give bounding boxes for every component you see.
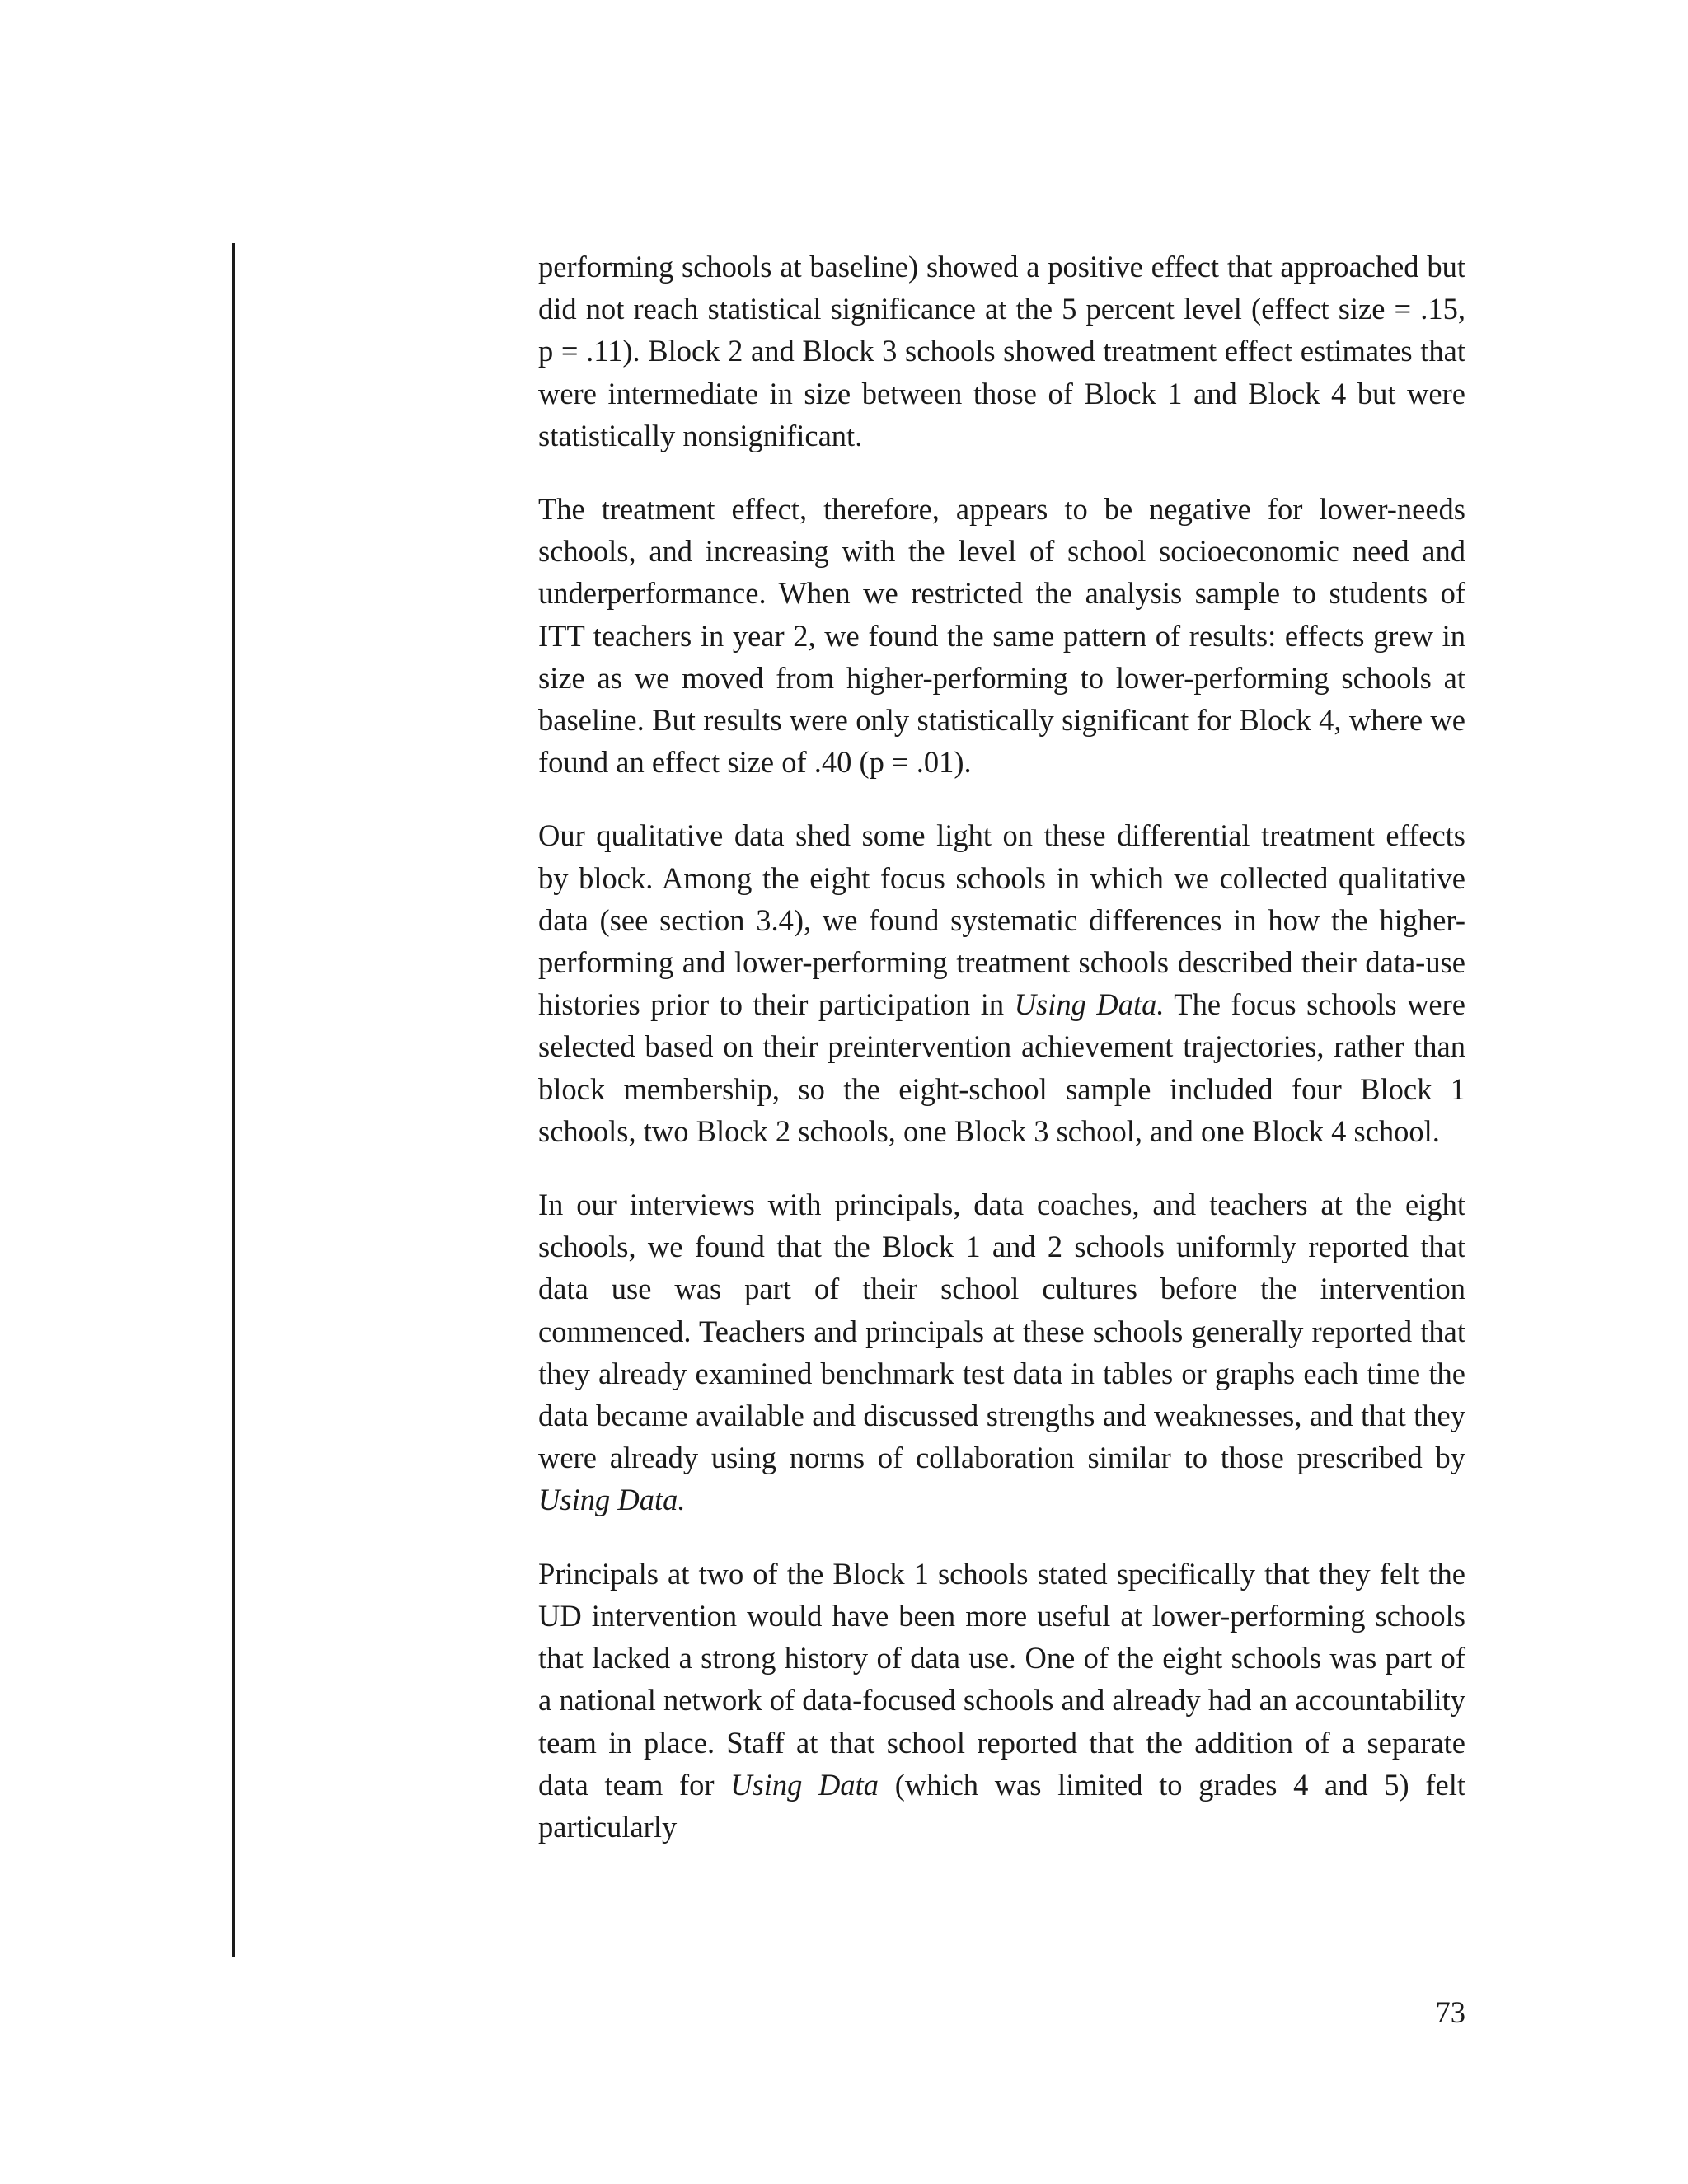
margin-rule (232, 243, 235, 1957)
paragraph-3 (538, 814, 1465, 1152)
paragraph-5-text-a: Principals at two of the Block 1 schools stated specifically that they felt the UD intervention would have been more useful at lower-performing schools that lacked a strong history of data use. One of the eight schools was part of a national network of data-focused schools and already had an accountability team in place. Staff at that school reported that the addition of a separate data team for (538, 1556, 1465, 1802)
paragraph-5-text-b: (which was limited to grades 4 and 5) felt particularly (538, 1767, 1465, 1844)
paragraph-3-text-a: Our qualitative data shed some light on these differential treatment effects by block. Among the eight focus schools in which we collected qualitative data (see section 3.4), we found systematic differences in how the higher-performing and lower-performing treatment schools described their data-use histories prior to their participation in (538, 818, 1465, 1022)
paragraph-5 (538, 1553, 1465, 1848)
paragraph-4-text-a: In our interviews with principals, data coaches, and teachers at the eight schools, we found that the Block 1 and 2 schools uniformly reported that data use was part of their school cultures before the intervention commenced. Teachers and principals at these schools generally reported that they already examined benchmark test data in tables or graphs each time the data became available and discussed strengths and weaknesses, and that they were already using norms of collaboration similar to those prescribed by (538, 1188, 1465, 1475)
body-text (538, 246, 1465, 1848)
paragraph-2 (538, 488, 1465, 783)
using-data-title: Using Data (730, 1767, 879, 1802)
using-data-title: Using Data. (1014, 987, 1165, 1022)
paragraph-3-text-b: The focus schools were selected based on their preintervention achievement trajectories, rather than block membership, so the eight-school sample included four Block 1 schools, two Block 2 schools, one Block 3 school, and one Block 4 school. (538, 987, 1465, 1148)
page-number: 73 (1435, 1995, 1465, 2029)
paragraph-1 (538, 246, 1465, 457)
using-data-title: Using Data. (538, 1483, 686, 1517)
paragraph-2-text: The treatment effect, therefore, appears to be negative for lower-needs schools, and increasing with the level of school socioeconomic need and underperformance. When we restricted the analysis sample to students of ITT teachers in year 2, we found the same pattern of results: effects grew in size as we moved from higher-performing to lower-performing schools at baseline. But results were only statistically significant for Block 4, where we found an effect size of .40 (p = .01). (538, 492, 1465, 780)
paragraph-1-text: performing schools at baseline) showed a positive effect that approached but did not reach statistical significance at the 5 percent level (effect size = .15, p = .11). Block 2 and Block 3 schools showed treatment effect estimates that were intermediate in size between those of Block 1 and Block 4 but were statistically nonsignificant. (538, 250, 1465, 452)
paragraph-4 (538, 1183, 1465, 1521)
